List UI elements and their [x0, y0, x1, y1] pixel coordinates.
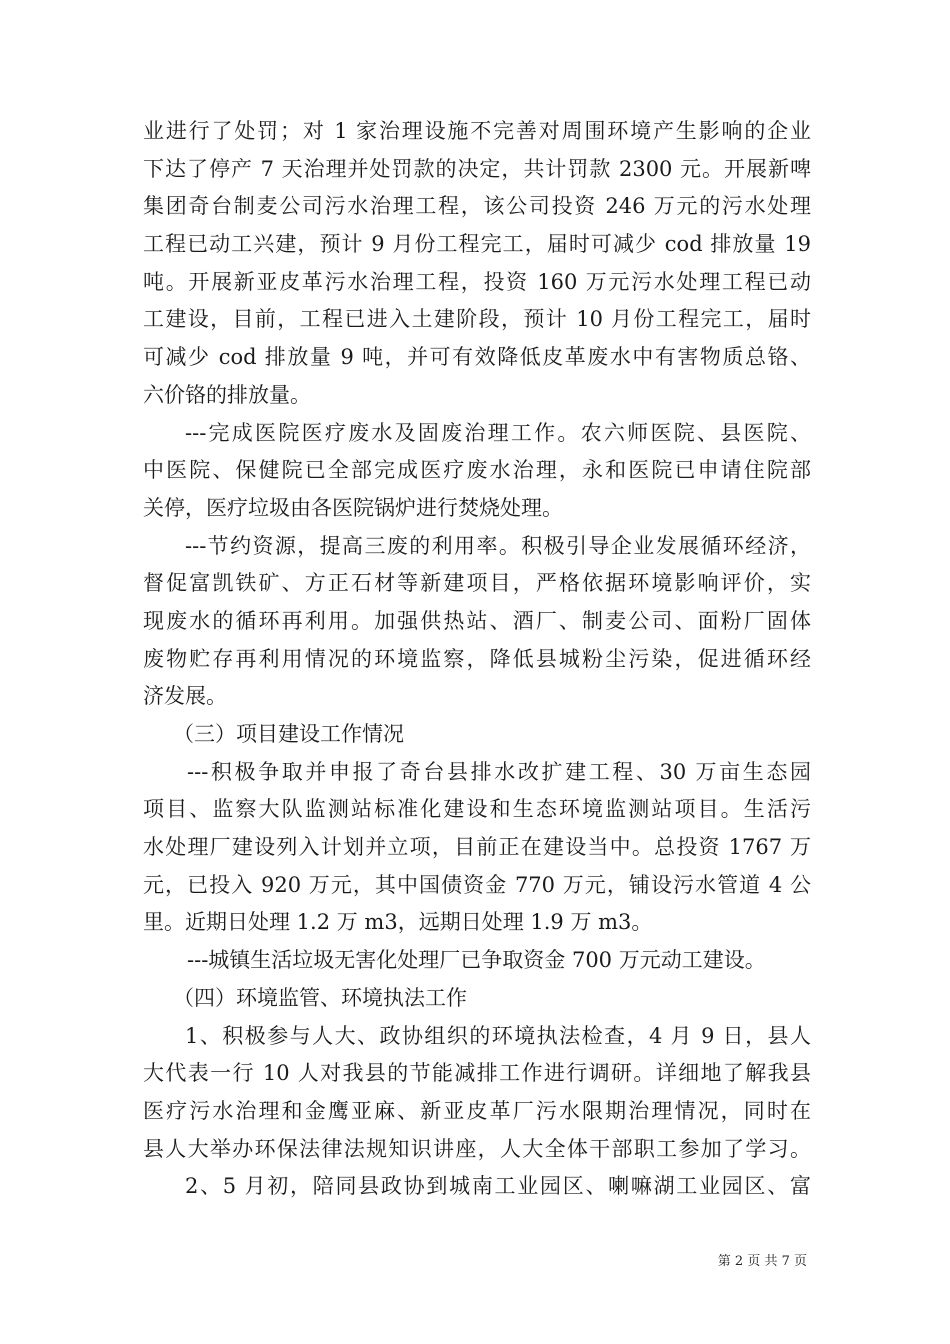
paragraph-start-line: ---节约资源，提高三废的利用率。积极引导企业发展循环经济，: [185, 533, 811, 558]
text-line: 关停，医疗垃圾由各医院锅炉进行焚烧处理。: [143, 495, 563, 520]
text-line: 项目、监察大队监测站标准化建设和生态环境监测站项目。生活污: [143, 797, 811, 822]
paragraph-start-line: ---积极争取并申报了奇台县排水改扩建工程、30 万亩生态园: [187, 759, 811, 784]
text-line: 水处理厂建设列入计划并立项，目前正在建设当中。总投资 1767 万: [143, 835, 811, 860]
text-line: 下达了停产 7 天治理并处罚款的决定，共计罚款 2300 元。开展新啤: [143, 156, 811, 181]
text-line: 业进行了处罚；对 1 家治理设施不完善对周围环境产生影响的企业: [143, 119, 811, 143]
document-body: [143, 113, 811, 1206]
text-line: 废物贮存再利用情况的环境监察，降低县城粉尘污染，促进循环经: [143, 646, 811, 671]
page-footer: [718, 1250, 807, 1269]
text-line: 元，已投入 920 万元，其中国债资金 770 万元，铺设污水管道 4 公: [143, 872, 811, 897]
text-line: 现废水的循环再利用。加强供热站、酒厂、制麦公司、面粉厂固体: [143, 608, 811, 633]
section-heading: （四）环境监管、环境执法工作: [173, 985, 467, 1010]
section-heading: （三）项目建设工作情况: [173, 722, 404, 746]
paragraph-start-line: ---城镇生活垃圾无害化处理厂已争取资金 700 万元动工建设。: [187, 948, 766, 973]
text-line: 督促富凯铁矿、方正石材等新建项目，严格依据环境影响评价，实: [143, 571, 811, 596]
text-line: 中医院、保健院已全部完成医疗废水治理，永和医院已申请住院部: [143, 458, 811, 483]
text-line: 县人大举办环保法律法规知识讲座，人大全体干部职工参加了学习。: [143, 1136, 811, 1161]
text-line: 集团奇台制麦公司污水治理工程，该公司投资 246 万元的污水处理: [143, 194, 811, 219]
text-line: 可减少 cod 排放量 9 吨，并可有效降低皮革废水中有害物质总铬、: [143, 345, 811, 370]
text-line: 大代表一行 10 人对我县的节能减排工作进行调研。详细地了解我县: [143, 1061, 811, 1086]
text-line: 济发展。: [143, 684, 227, 709]
paragraph-start-line: 1、积极参与人大、政协组织的环境执法检查，4 月 9 日，县人: [185, 1023, 811, 1048]
page-number: 第 2 页 共 7 页: [717, 1254, 807, 1269]
text-line: 工建设，目前，工程已进入土建阶段，预计 10 月份工程完工，届时: [143, 307, 811, 332]
text-line: 里。近期日处理 1.2 万 m3，远期日处理 1.9 万 m3。: [143, 910, 653, 935]
text-line: 工程已动工兴建，预计 9 月份工程完工，届时可减少 cod 排放量 19: [143, 232, 811, 257]
text-line: 吨。开展新亚皮革污水治理工程，投资 160 万元污水处理工程已动: [143, 269, 811, 294]
paragraph-start-line: ---完成医院医疗废水及固废治理工作。农六师医院、县医院、: [185, 420, 811, 445]
text-line: 医疗污水治理和金鹰亚麻、新亚皮革厂污水限期治理情况，同时在: [143, 1098, 811, 1123]
text-line: 六价铬的排放量。: [143, 382, 311, 407]
paragraph-start-line: 2、5 月初，陪同县政协到城南工业园区、喇嘛湖工业园区、富: [185, 1174, 811, 1199]
